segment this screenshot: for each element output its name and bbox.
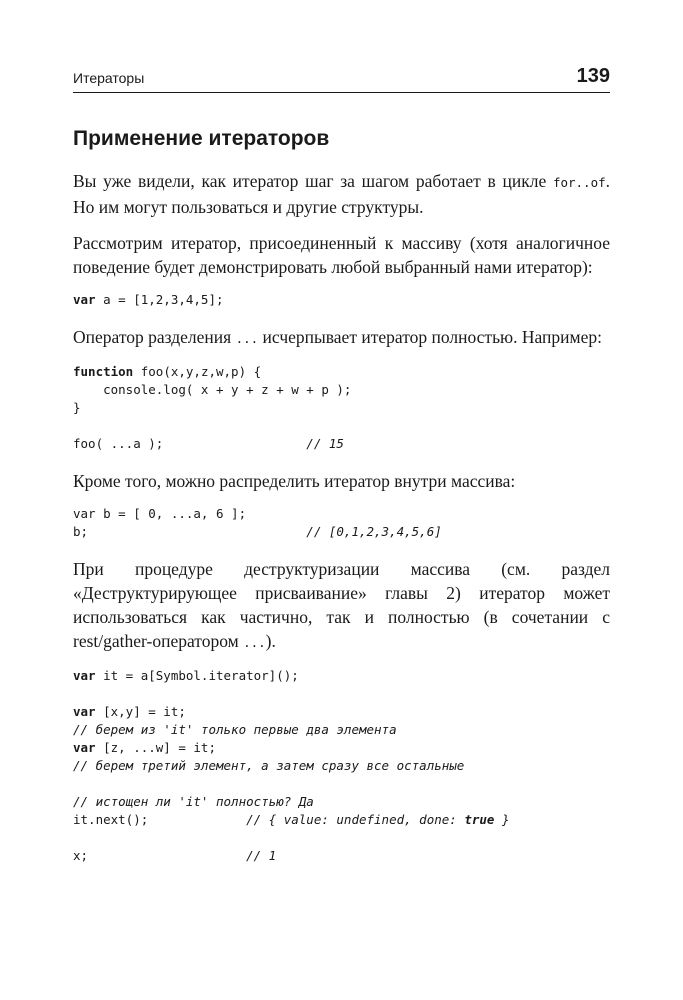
code-line: [x,y] = it;: [95, 704, 186, 719]
code-line: it.next();: [73, 812, 247, 827]
code-keyword: var: [73, 292, 96, 307]
code-line: [z, ...w] = it;: [95, 740, 216, 755]
code-comment: }: [494, 812, 510, 827]
code-comment: // [0,1,2,3,4,5,6]: [306, 524, 442, 539]
code-line: console.log( x + y + z + w + p );: [73, 382, 352, 397]
code-comment: // { value: undefined, done:: [246, 812, 465, 827]
inline-code-for-of: for..of: [552, 175, 606, 190]
code-block-4: [73, 667, 610, 865]
running-title: Итераторы: [73, 70, 145, 86]
code-line: b;: [73, 524, 307, 539]
inline-code-rest: ...: [243, 635, 266, 650]
code-comment: // 15: [306, 436, 344, 451]
section-title: Применение итераторов: [73, 127, 330, 150]
page-header: [73, 62, 610, 93]
code-comment: // берем третий элемент, а затем сразу все остальные: [73, 758, 465, 773]
paragraph-3: [73, 325, 610, 351]
code-keyword: var: [73, 668, 96, 683]
code-block-2: [73, 363, 610, 453]
paragraph-4: Кроме того, можно распределить итератор внутри массива:: [73, 471, 516, 491]
code-line: foo( ...a );: [73, 436, 307, 451]
paragraph-5-text-b: ).: [265, 631, 276, 651]
code-keyword: true: [464, 812, 495, 827]
code-line: }: [73, 400, 81, 415]
code-line: it = a[Symbol.iterator]();: [95, 668, 299, 683]
code-line: foo(x,y,z,w,p) {: [133, 364, 262, 379]
code-block-3: [73, 505, 610, 541]
paragraph-2: Рассмотрим итератор, присоединенный к массиву (хотя аналогичное поведение будет демонстрировать любой выбранный нами итератор):: [73, 233, 610, 277]
paragraph-3-text-b: исчерпывает итератор полностью. Например:: [258, 327, 602, 347]
code-keyword: var: [73, 704, 96, 719]
code-line: var b = [ 0, ...a, 6 ];: [73, 506, 247, 521]
code-comment: // истощен ли 'it' полностью? Да: [73, 794, 314, 809]
code-line: x;: [73, 848, 247, 863]
paragraph-1: [73, 169, 610, 219]
paragraph-1-text-a: Вы уже видели, как итератор шаг за шагом работает в цикле: [73, 171, 553, 191]
paragraph-5-text-a: При процедуре деструктуризации массива (см. раздел «Деструктурирующее присваивание» главы 2) итератор может использоваться как частично, так и полностью (в сочетании с rest/gather-оператором: [73, 559, 610, 651]
paragraph-3-text-a: Оператор разделения: [73, 327, 236, 347]
code-keyword: var: [73, 740, 96, 755]
code-keyword: function: [73, 364, 134, 379]
code-line: a = [1,2,3,4,5];: [95, 292, 224, 307]
inline-code-spread: ...: [235, 331, 259, 346]
code-comment: // берем из 'it' только первые два элемента: [73, 722, 397, 737]
code-block-1: [73, 291, 610, 309]
code-comment: // 1: [246, 848, 277, 863]
paragraph-1-text-b: . Но им могут пользоваться и другие структуры.: [73, 171, 610, 217]
page-number: 139: [576, 65, 610, 87]
page-content: [73, 125, 610, 881]
paragraph-5: [73, 557, 610, 655]
